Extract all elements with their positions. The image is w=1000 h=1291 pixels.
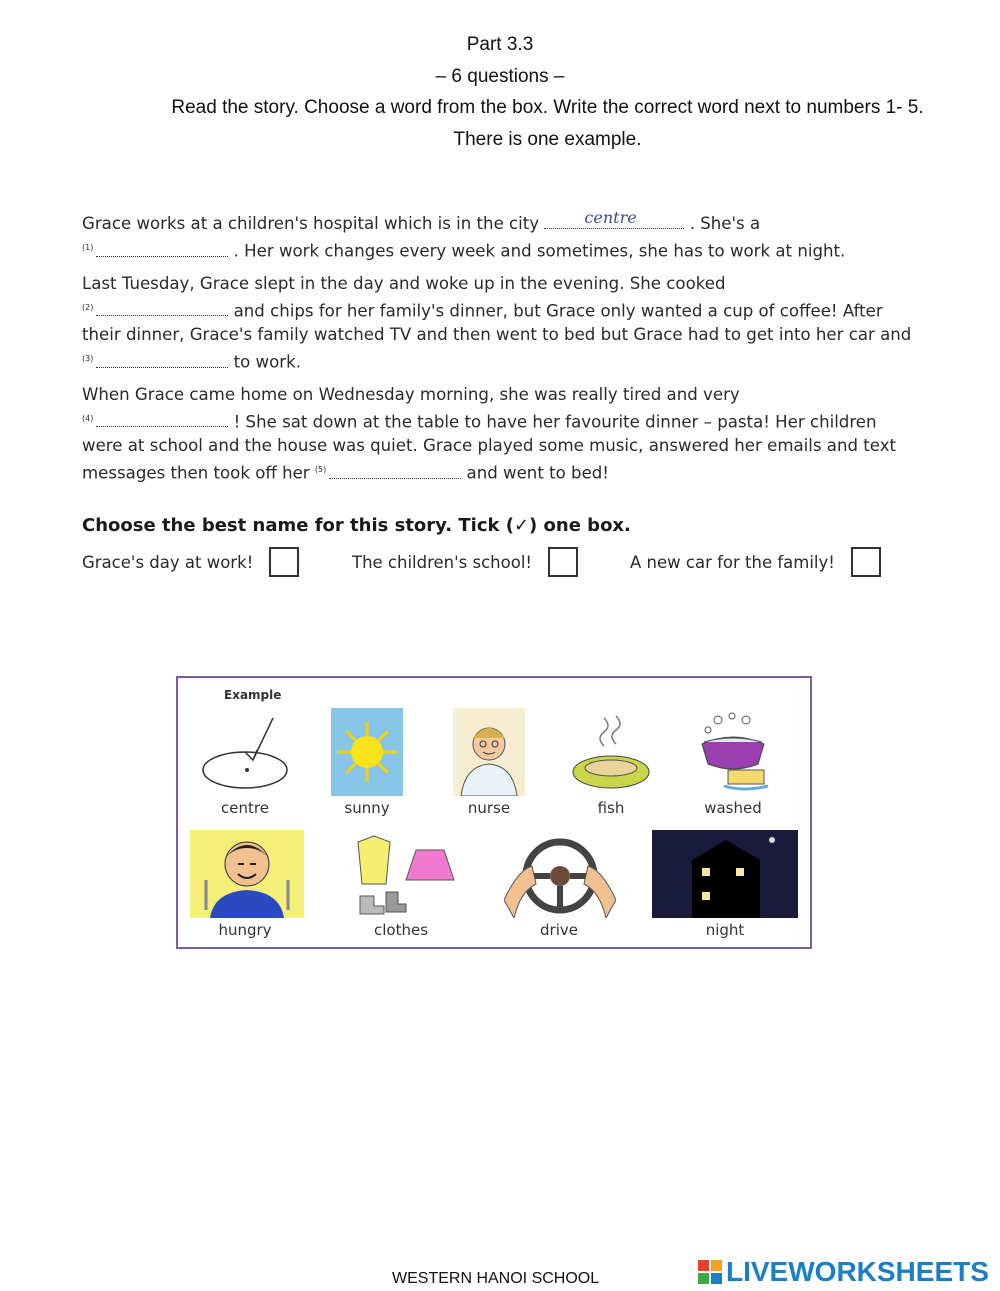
tick-box-3[interactable] — [851, 547, 881, 577]
clothes-icon — [346, 830, 456, 918]
instructions: Read the story. Choose a word from the box. Write the correct word next to numbers 1- 5. There is one example. — [171, 97, 924, 150]
word-box — [176, 676, 812, 949]
option-1: Grace's day at work! — [82, 547, 299, 577]
night-house-icon — [652, 830, 798, 918]
example-gap — [544, 208, 684, 229]
story-paragraph-1: Grace works at a children's hospital which is in the city centre . She's a $^{(1)}$ . Her work changes every week and sometimes, she has to work at night. — [82, 208, 846, 261]
word-centre: centre — [190, 708, 300, 817]
story-text — [82, 208, 912, 494]
sun-icon — [329, 708, 405, 796]
part-title: Part 3.3 — [466, 34, 534, 55]
option-2: The children's school! — [352, 547, 578, 577]
answer-gap-2[interactable] — [96, 301, 228, 316]
target-icon — [195, 708, 295, 796]
tick-box-1[interactable] — [269, 547, 299, 577]
answer-gap-5[interactable] — [329, 464, 461, 479]
word-drive: drive — [504, 830, 614, 939]
tick-box-2[interactable] — [548, 547, 578, 577]
word-nurse: nurse — [434, 708, 544, 817]
answer-gap-3[interactable] — [96, 353, 228, 368]
fish-dish-icon — [566, 708, 656, 796]
word-night: night — [652, 830, 798, 939]
school-name: WESTERN HANOI SCHOOL — [392, 1270, 600, 1287]
steering-wheel-icon — [504, 830, 616, 918]
question-count: – 6 questions – — [435, 66, 565, 87]
logo-grid-icon — [698, 1260, 722, 1284]
example-answer: centre — [584, 208, 637, 227]
example-label: Example — [224, 688, 282, 702]
washing-icon — [688, 708, 778, 796]
option-3: A new car for the family! — [630, 547, 881, 577]
story-paragraph-2: Last Tuesday, Grace slept in the day and woke up in the evening. She cooked $^{(2)}$ and chips for her family's dinner, but Grace only wanted a cup of coffee! After their dinner, Grace's family watched TV and then went to bed but Grace had to get into her car and $^{(3)}$ to work. — [82, 273, 912, 372]
story-paragraph-3: When Grace came home on Wednesday morning, she was really tired and very $^{(4)}$ ! She sat down at the table to have her favourite dinner – pasta! Her children were at school and the house was quiet. Grace played some music, answered her emails and text messages then took off her $^{(5)}$ and went to bed! — [82, 384, 897, 483]
word-sunny: sunny — [312, 708, 422, 817]
liveworksheets-logo: LIVEWORKSHEETS — [698, 1256, 989, 1288]
hungry-boy-icon — [190, 830, 304, 918]
word-fish: fish — [556, 708, 666, 817]
answer-gap-1[interactable] — [96, 242, 228, 257]
word-washed: washed — [678, 708, 788, 817]
story-name-question: Choose the best name for this story. Tick (✓) one box. — [82, 515, 631, 536]
word-clothes: clothes — [346, 830, 456, 939]
answer-gap-4[interactable] — [96, 412, 228, 427]
word-hungry: hungry — [190, 830, 300, 939]
nurse-icon — [451, 708, 527, 796]
